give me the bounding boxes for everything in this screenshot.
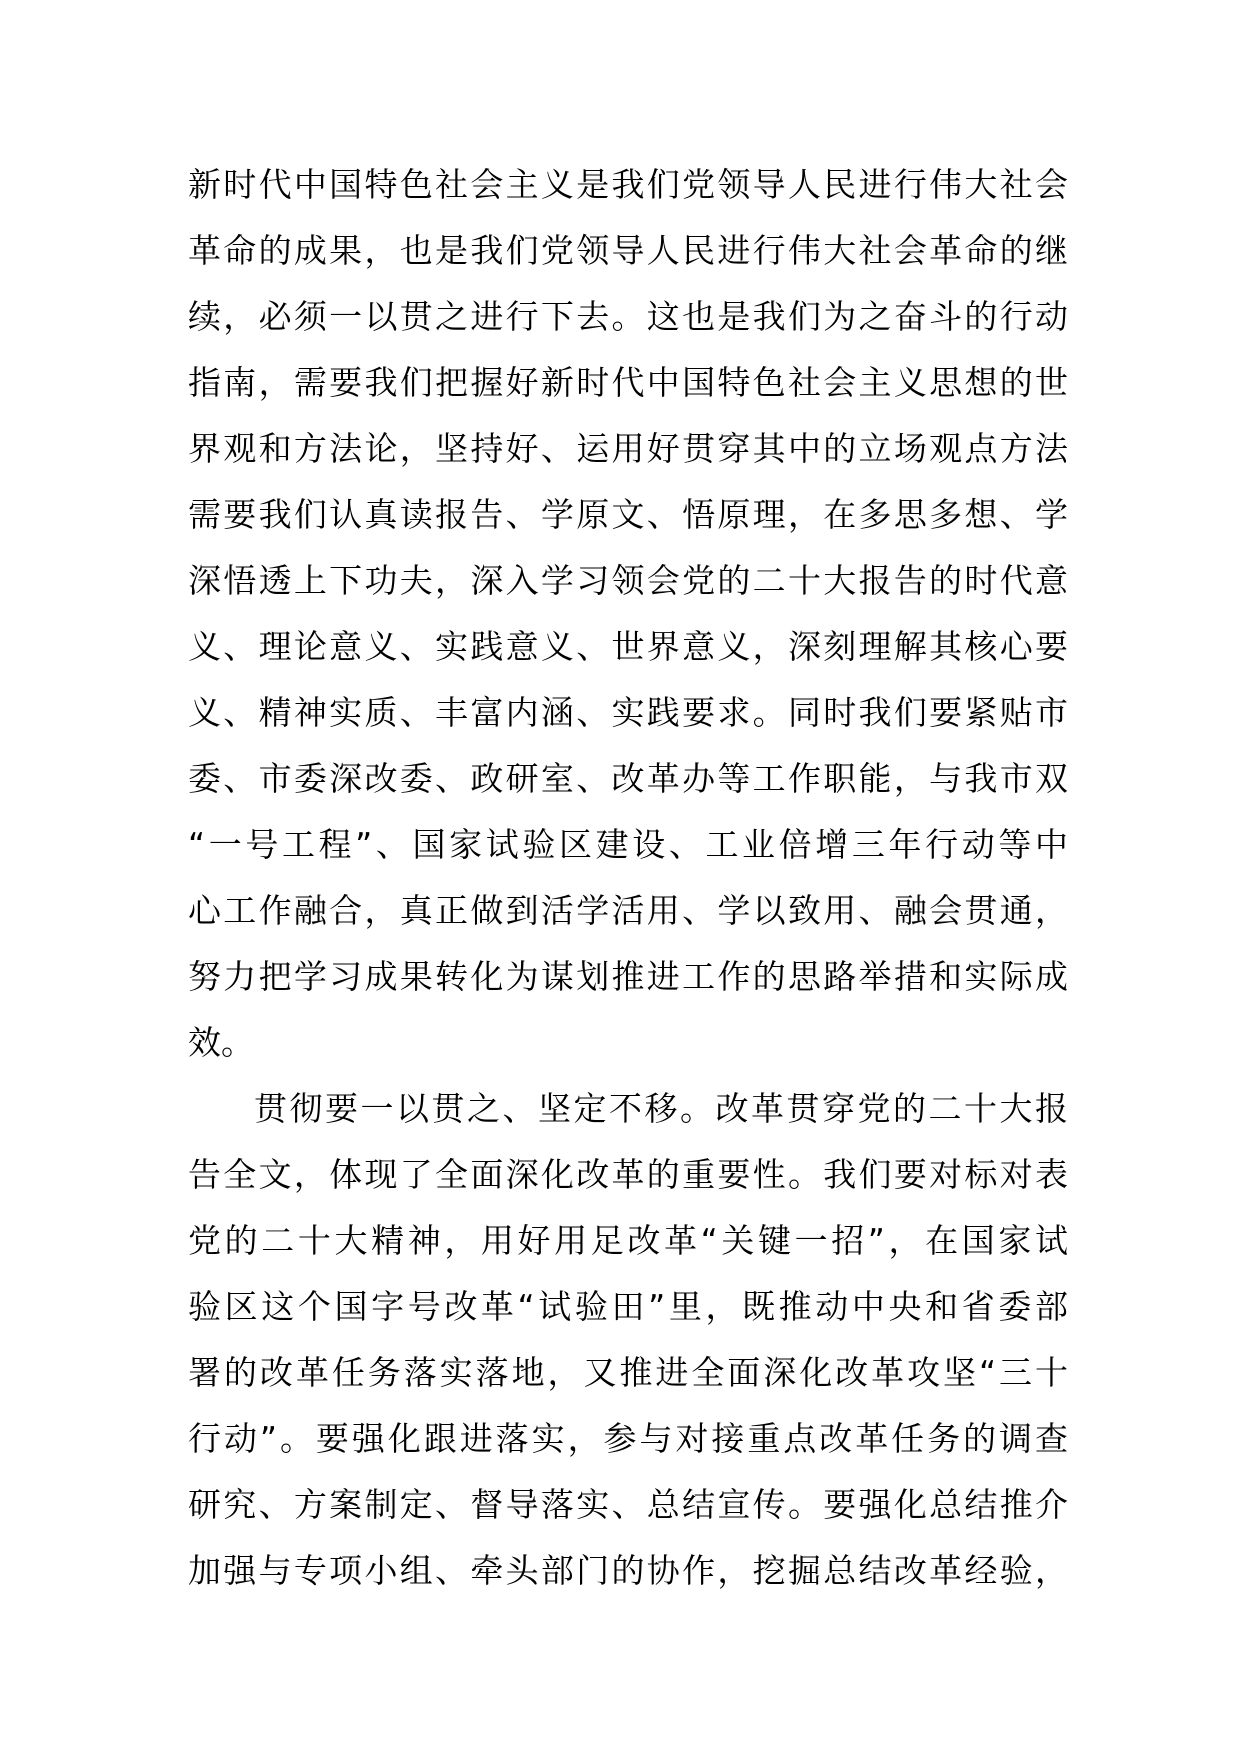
text-line: 指南，需要我们把握好新时代中国特色社会主义思想的世 bbox=[188, 363, 1068, 402]
text-line: 党的二十大精神，用好用足改革“关键一招”，在国家试 bbox=[188, 1221, 1068, 1260]
text-line: 加强与专项小组、牵头部门的协作，挖掘总结改革经验， bbox=[188, 1551, 1068, 1590]
text-line: 署的改革任务落实落地，又推进全面深化改革攻坚“三十 bbox=[188, 1353, 1068, 1392]
text-line: 贯彻要一以贯之、坚定不移。改革贯穿党的二十大报 bbox=[254, 1089, 1068, 1128]
text-line: 革命的成果，也是我们党领导人民进行伟大社会革命的继 bbox=[188, 231, 1068, 270]
text-line: 效。 bbox=[188, 1023, 254, 1062]
text-line: 委、市委深改委、政研室、改革办等工作职能，与我市双 bbox=[188, 759, 1068, 798]
text-line: 义、精神实质、丰富内涵、实践要求。同时我们要紧贴市 bbox=[188, 693, 1068, 732]
text-line: 告全文，体现了全面深化改革的重要性。我们要对标对表 bbox=[188, 1155, 1068, 1194]
text-line: 界观和方法论，坚持好、运用好贯穿其中的立场观点方法 bbox=[188, 429, 1068, 468]
text-line: 义、理论意义、实践意义、世界意义，深刻理解其核心要 bbox=[188, 627, 1068, 666]
document-body bbox=[188, 152, 1068, 1604]
text-line: 续，必须一以贯之进行下去。这也是我们为之奋斗的行动 bbox=[188, 297, 1068, 336]
text-line: 研究、方案制定、督导落实、总结宣传。要强化总结推介 bbox=[188, 1485, 1068, 1524]
text-line: 新时代中国特色社会主义是我们党领导人民进行伟大社会 bbox=[188, 165, 1068, 204]
text-line: 行动”。要强化跟进落实，参与对接重点改革任务的调查 bbox=[188, 1419, 1068, 1458]
text-line: 努力把学习成果转化为谋划推进工作的思路举措和实际成 bbox=[188, 957, 1068, 996]
text-line: 验区这个国字号改革“试验田”里，既推动中央和省委部 bbox=[188, 1287, 1068, 1326]
text-line: “一号工程”、国家试验区建设、工业倍增三年行动等中 bbox=[188, 825, 1068, 864]
text-line: 深悟透上下功夫，深入学习领会党的二十大报告的时代意 bbox=[188, 561, 1068, 600]
text-line: 需要我们认真读报告、学原文、悟原理，在多思多想、学 bbox=[188, 495, 1068, 534]
text-line: 心工作融合，真正做到活学活用、学以致用、融会贯通， bbox=[188, 891, 1068, 930]
